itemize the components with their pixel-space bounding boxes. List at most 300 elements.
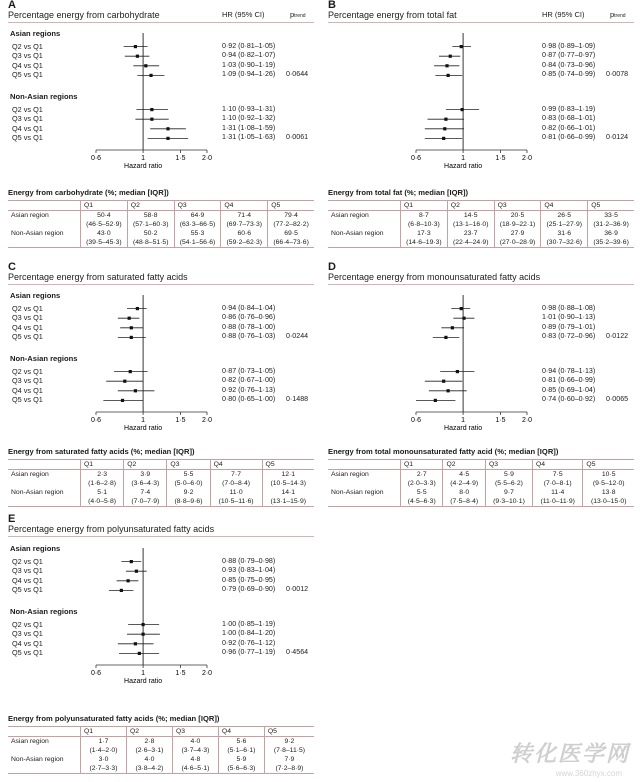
x-tick-label: 1	[141, 670, 146, 677]
median-cell: 69·5	[268, 229, 314, 238]
hr-point	[460, 307, 463, 310]
median-cell: 8·7	[401, 211, 448, 221]
hr-point	[442, 137, 445, 140]
iqr-cell: (2·0–3·3)	[401, 479, 443, 488]
group-label: Asian regions	[10, 544, 61, 553]
panel-title: Percentage energy from carbohydrate	[8, 10, 160, 20]
median-cell: 50·4	[81, 211, 128, 221]
hr-ci-text: 1·31 (1·05–1·63)	[222, 133, 276, 142]
hr-ci-text: 1·31 (1·08–1·59)	[222, 123, 276, 132]
table-row-iqr	[8, 746, 314, 755]
column-header: Q5	[583, 460, 634, 470]
x-tick-label: 1	[141, 417, 146, 424]
hr-point	[120, 589, 123, 592]
iqr-cell: (54·1–56·6)	[174, 238, 221, 248]
table-row-median	[8, 755, 314, 764]
hr-ci-text: 0·85 (0·74–0·99)	[542, 70, 596, 79]
iqr-cell: (4·2–4·9)	[443, 479, 485, 488]
iqr-cell: (1·4–2·0)	[81, 746, 127, 755]
region-label: Asian region	[8, 470, 81, 480]
hr-ci-text: 1·00 (0·85–1·19)	[222, 619, 276, 628]
table-header-row	[8, 727, 314, 737]
median-cell: 3·0	[81, 755, 127, 764]
table-corner	[8, 201, 81, 211]
p-trend-value: 0·0644	[286, 70, 309, 79]
table-title: Energy from polyunsaturated fatty acids (%; median [IQR])	[8, 714, 220, 723]
group-label: Asian regions	[10, 29, 61, 38]
median-cell: 4·0	[172, 737, 218, 747]
table-row-iqr	[328, 479, 634, 488]
hr-point	[121, 399, 124, 402]
hr-ci-text: 0·94 (0·82–1·07)	[222, 51, 276, 60]
panel-c	[0, 262, 318, 514]
p-trend-value: 0·4564	[286, 648, 309, 657]
iqr-cell: (66·4–73·6)	[268, 238, 314, 248]
iqr-cell: (7·0–8·4)	[210, 479, 262, 488]
panel-e	[0, 514, 318, 782]
iqr-cell: (7·0–7·9)	[124, 497, 167, 507]
iqr-cell: (1·6–2·8)	[81, 479, 124, 488]
comparison-label: Q2 vs Q1	[12, 303, 43, 313]
table-header-row	[328, 201, 634, 211]
hr-ci-text: 1·03 (0·90–1·19)	[222, 60, 276, 69]
column-header: Q1	[401, 460, 443, 470]
median-cell: 4·0	[126, 755, 172, 764]
region-label: Asian region	[8, 211, 81, 221]
forest-plot	[0, 514, 318, 691]
table-row-median	[328, 211, 634, 221]
region-spacer	[328, 238, 401, 248]
table-row-iqr	[328, 220, 634, 229]
x-tick-label: 1·5	[175, 670, 186, 677]
iqr-cell: (46·5–52·9)	[81, 220, 128, 229]
hr-point	[128, 317, 131, 320]
x-axis-label: Hazard ratio	[444, 425, 483, 432]
median-cell: 71·4	[221, 211, 268, 221]
median-cell: 2·7	[401, 470, 443, 480]
iqr-cell: (30·7–32·6)	[541, 238, 588, 248]
table-header-row	[328, 460, 634, 470]
hr-point	[138, 652, 141, 655]
hr-ci-text: 0·92 (0·81–1·05)	[222, 41, 276, 50]
column-header: Q2	[443, 460, 485, 470]
table-header-row	[8, 460, 314, 470]
median-cell: 20·5	[494, 211, 541, 221]
panel-d	[320, 262, 638, 514]
forest-plot	[320, 262, 638, 438]
hr-point	[447, 74, 450, 77]
median-cell: 2·3	[81, 470, 124, 480]
region-spacer	[328, 220, 401, 229]
region-spacer	[8, 497, 81, 507]
column-header: Q5	[262, 460, 314, 470]
hr-ci-text: 1·01 (0·90–1·13)	[542, 313, 596, 322]
iqr-cell: (5·6–6·3)	[218, 764, 264, 774]
hr-point	[123, 380, 126, 383]
x-axis-label: Hazard ratio	[444, 163, 483, 170]
group-label: Non-Asian regions	[10, 354, 78, 363]
median-cell: 13·8	[583, 488, 634, 497]
comparison-label: Q4 vs Q1	[12, 385, 43, 395]
group-label: Asian regions	[10, 291, 61, 300]
x-tick-label: 2·0	[201, 670, 213, 677]
iqr-cell: (13·1–15·9)	[262, 497, 314, 507]
table-title: Energy from total monounsaturated fatty acid (%; median [IQR])	[328, 447, 559, 456]
iqr-cell: (4·5–6·3)	[401, 497, 443, 507]
table-row-iqr	[8, 497, 314, 507]
quintile-table	[328, 200, 634, 248]
comparison-label: Q5 vs Q1	[12, 133, 43, 143]
x-tick-label: 0·6	[90, 155, 102, 162]
p-trend-value: 0·0061	[286, 133, 309, 142]
median-cell: 43·0	[81, 229, 128, 238]
panel-letter: E	[8, 513, 16, 525]
hr-point	[460, 45, 463, 48]
x-tick-label: 1·5	[495, 155, 506, 162]
iqr-cell: (7·8–11·5)	[264, 746, 314, 755]
region-label: Non-Asian region	[11, 489, 64, 496]
iqr-cell: (3·7–4·3)	[172, 746, 218, 755]
iqr-cell: (9·3–10·1)	[485, 497, 532, 507]
iqr-cell: (59·2–62·3)	[221, 238, 268, 248]
iqr-cell: (10·5–11·6)	[210, 497, 262, 507]
median-cell: 7·4	[124, 488, 167, 497]
table-row-median	[8, 229, 314, 238]
table-corner	[8, 460, 81, 470]
iqr-cell: (13·1–16·0)	[447, 220, 494, 229]
panel-title: Percentage energy from saturated fatty acids	[8, 272, 188, 282]
x-tick-label: 2·0	[521, 155, 533, 162]
table-corner	[328, 201, 401, 211]
column-header: Q2	[126, 727, 172, 737]
region-label: Asian region	[8, 737, 81, 747]
hr-ci-text: 0·83 (0·68–1·01)	[542, 114, 596, 123]
hr-point	[445, 64, 448, 67]
hr-point	[462, 317, 465, 320]
hr-point	[442, 380, 445, 383]
hr-ci-text: 0·92 (0·76–1·13)	[222, 385, 276, 394]
column-header: Q3	[485, 460, 532, 470]
x-tick-label: 2·0	[201, 417, 213, 424]
comparison-label: Q4 vs Q1	[12, 123, 43, 133]
median-cell: 9·2	[264, 737, 314, 747]
iqr-cell: (2·6–3·1)	[126, 746, 172, 755]
x-tick-label: 0·6	[90, 670, 102, 677]
panel-letter: C	[8, 261, 16, 273]
quintile-table	[8, 200, 314, 248]
x-tick-label: 1	[461, 155, 466, 162]
median-cell: 7·5	[532, 470, 582, 480]
iqr-cell: (35·2–39·6)	[588, 238, 634, 248]
iqr-cell: (77·2–82·2)	[268, 220, 314, 229]
hr-point	[149, 74, 152, 77]
column-header: Q1	[81, 727, 127, 737]
x-tick-label: 1·5	[175, 417, 186, 424]
hr-ci-text: 0·84 (0·73–0·96)	[542, 60, 596, 69]
region-spacer	[8, 238, 81, 248]
hr-ci-text: 0·88 (0·79–0·98)	[222, 556, 276, 565]
median-cell: 14·5	[447, 211, 494, 221]
comparison-label: Q3 vs Q1	[12, 566, 43, 576]
hr-point	[141, 633, 144, 636]
hr-ci-text: 1·00 (0·84–1·20)	[222, 629, 276, 638]
comparison-label: Q4 vs Q1	[12, 575, 43, 585]
region-spacer	[8, 764, 81, 774]
table-row-median	[328, 488, 634, 497]
x-tick-label: 2·0	[521, 417, 533, 424]
median-cell: 14·1	[262, 488, 314, 497]
hr-ci-text: 0·81 (0·66–0·99)	[542, 376, 596, 385]
hr-point	[141, 623, 144, 626]
region-spacer	[8, 746, 81, 755]
iqr-cell: (7·0–8·1)	[532, 479, 582, 488]
panel-a	[0, 0, 318, 262]
hr-point	[136, 307, 139, 310]
x-axis-label: Hazard ratio	[124, 425, 163, 432]
median-cell: 5·5	[401, 488, 443, 497]
panel-title: Percentage energy from total fat	[328, 10, 457, 20]
region-spacer	[8, 479, 81, 488]
column-header: Q1	[81, 201, 128, 211]
iqr-cell: (14·6–19·3)	[401, 238, 448, 248]
iqr-cell: (3·8–4·2)	[126, 764, 172, 774]
hr-point	[449, 55, 452, 58]
p-trend-value: 0·0122	[606, 332, 629, 341]
table-row-iqr	[328, 238, 634, 248]
hr-point	[444, 336, 447, 339]
panel-b	[320, 0, 638, 262]
hr-point	[134, 45, 137, 48]
forest-plot	[0, 262, 318, 438]
table-row-iqr	[8, 220, 314, 229]
iqr-cell: (5·1–6·1)	[218, 746, 264, 755]
p-trend-value: 0·1488	[286, 395, 309, 404]
hr-ci-text: 1·10 (0·93–1·31)	[222, 104, 276, 113]
hr-ci-text: 0·88 (0·78–1·00)	[222, 322, 276, 331]
comparison-label: Q5 vs Q1	[12, 585, 43, 595]
hr-ci-text: 0·94 (0·84–1·04)	[222, 303, 276, 312]
iqr-cell: (5·5–6·2)	[485, 479, 532, 488]
column-header: Q4	[218, 727, 264, 737]
median-cell: 5·6	[218, 737, 264, 747]
p-letter: p	[610, 10, 615, 19]
x-tick-label: 1·5	[175, 155, 186, 162]
median-cell: 26·5	[541, 211, 588, 221]
comparison-label: Q3 vs Q1	[12, 376, 43, 386]
iqr-cell: (3·6–4·3)	[124, 479, 167, 488]
p-trend-value: 0·0124	[606, 133, 629, 142]
hr-ci-text: 0·93 (0·83–1·04)	[222, 566, 276, 575]
comparison-label: Q4 vs Q1	[12, 322, 43, 332]
forest-plot	[0, 0, 318, 176]
comparison-label: Q4 vs Q1	[12, 60, 43, 70]
quintile-table	[328, 459, 634, 507]
median-cell: 9·2	[167, 488, 210, 497]
median-cell: 55·3	[174, 229, 221, 238]
iqr-cell: (2·7–3·3)	[81, 764, 127, 774]
iqr-cell: (10·5–14·3)	[262, 479, 314, 488]
hr-point	[434, 399, 437, 402]
iqr-cell: (7·5–8·4)	[443, 497, 485, 507]
region-label: Asian region	[328, 211, 401, 221]
hr-ci-text: 0·89 (0·79–1·01)	[542, 322, 596, 331]
median-cell: 58·8	[127, 211, 174, 221]
hr-ci-text: 0·82 (0·67–1·00)	[222, 376, 276, 385]
table-row-iqr	[8, 238, 314, 248]
comparison-label: Q2 vs Q1	[12, 556, 43, 566]
hr-ci-text: 0·92 (0·76–1·12)	[222, 638, 276, 647]
hr-ci-text: 0·98 (0·88–1·08)	[542, 303, 596, 312]
table-row-iqr	[8, 764, 314, 774]
x-tick-label: 1·5	[495, 417, 506, 424]
column-header: Q4	[210, 460, 262, 470]
region-label: Asian region	[328, 470, 401, 480]
panel-letter: B	[328, 0, 336, 11]
hr-point	[127, 579, 130, 582]
median-cell: 5·1	[81, 488, 124, 497]
hr-point	[461, 108, 464, 111]
table-row-median	[8, 470, 314, 480]
table-corner	[328, 460, 401, 470]
region-spacer	[328, 479, 401, 488]
region-label: Non-Asian region	[331, 489, 384, 496]
iqr-cell: (39·5–45·3)	[81, 238, 128, 248]
iqr-cell: (4·6–5·1)	[172, 764, 218, 774]
table-row-median	[328, 229, 634, 238]
x-axis-label: Hazard ratio	[124, 163, 163, 170]
hr-point	[166, 127, 169, 130]
hr-point	[134, 642, 137, 645]
column-header: Q2	[447, 201, 494, 211]
iqr-cell: (69·7–73·3)	[221, 220, 268, 229]
median-cell: 5·9	[218, 755, 264, 764]
hr-header: HR (95% CI)	[222, 10, 265, 19]
median-cell: 9·7	[485, 488, 532, 497]
median-cell: 11·4	[532, 488, 582, 497]
region-spacer	[8, 220, 81, 229]
column-header: Q2	[124, 460, 167, 470]
p-subscript: trend	[294, 13, 306, 19]
iqr-cell: (25·1–27·9)	[541, 220, 588, 229]
table-row-iqr	[328, 497, 634, 507]
hr-point	[150, 108, 153, 111]
comparison-label: Q4 vs Q1	[12, 638, 43, 648]
median-cell: 4·5	[443, 470, 485, 480]
table-header-row	[8, 201, 314, 211]
region-label: Non-Asian region	[11, 230, 64, 237]
iqr-cell: (63·3–66·5)	[174, 220, 221, 229]
p-trend-value: 0·0012	[286, 585, 309, 594]
hr-point	[144, 64, 147, 67]
comparison-label: Q5 vs Q1	[12, 395, 43, 405]
table-title: Energy from saturated fatty acids (%; median [IQR])	[8, 447, 195, 456]
hr-point	[443, 127, 446, 130]
iqr-cell: (22·4–24·9)	[447, 238, 494, 248]
iqr-cell: (8·8–9·6)	[167, 497, 210, 507]
iqr-cell: (5·0–6·0)	[167, 479, 210, 488]
column-header: Q4	[541, 201, 588, 211]
p-subscript: trend	[614, 13, 626, 19]
table-row-iqr	[8, 479, 314, 488]
hr-point	[134, 389, 137, 392]
quintile-table	[8, 459, 314, 507]
comparison-label: Q2 vs Q1	[12, 366, 43, 376]
column-header: Q5	[268, 201, 314, 211]
p-letter: p	[290, 10, 295, 19]
comparison-label: Q3 vs Q1	[12, 629, 43, 639]
table-row-median	[328, 470, 634, 480]
hr-point	[130, 336, 133, 339]
median-cell: 33·5	[588, 211, 634, 221]
median-cell: 8·0	[443, 488, 485, 497]
table-row-median	[8, 488, 314, 497]
hr-ci-text: 0·74 (0·60–0·92)	[542, 395, 596, 404]
panel-letter: A	[8, 0, 16, 11]
hr-ci-text: 0·83 (0·72–0·96)	[542, 332, 596, 341]
x-tick-label: 0·6	[410, 155, 422, 162]
column-header: Q3	[174, 201, 221, 211]
column-header: Q5	[264, 727, 314, 737]
column-header: Q2	[127, 201, 174, 211]
column-header: Q3	[172, 727, 218, 737]
group-label: Non-Asian regions	[10, 607, 78, 616]
median-cell: 31·6	[541, 229, 588, 238]
hr-ci-text: 0·99 (0·83–1·19)	[542, 104, 596, 113]
hr-point	[130, 560, 133, 563]
median-cell: 3·9	[124, 470, 167, 480]
median-cell: 12·1	[262, 470, 314, 480]
hr-ci-text: 0·85 (0·69–1·04)	[542, 385, 596, 394]
x-tick-label: 1	[141, 155, 146, 162]
hr-ci-text: 0·80 (0·65–1·00)	[222, 395, 276, 404]
iqr-cell: (27·0–28·9)	[494, 238, 541, 248]
comparison-label: Q2 vs Q1	[12, 104, 43, 114]
median-cell: 7·7	[210, 470, 262, 480]
x-axis-label: Hazard ratio	[124, 678, 163, 685]
iqr-cell: (31·2–36·9)	[588, 220, 634, 229]
median-cell: 2·8	[126, 737, 172, 747]
iqr-cell: (48·8–51·5)	[127, 238, 174, 248]
hr-point	[150, 118, 153, 121]
iqr-cell: (7·2–8·9)	[264, 764, 314, 774]
hr-point	[447, 389, 450, 392]
x-tick-label: 2·0	[201, 155, 213, 162]
hr-point	[166, 137, 169, 140]
median-cell: 5·9	[485, 470, 532, 480]
hr-ci-text: 0·87 (0·77–0·97)	[542, 51, 596, 60]
median-cell: 27·9	[494, 229, 541, 238]
watermark-url: www.360zhyx.com	[555, 769, 622, 778]
comparison-label: Q3 vs Q1	[12, 114, 43, 124]
iqr-cell: (57·1–60·3)	[127, 220, 174, 229]
table-corner	[8, 727, 81, 737]
iqr-cell: (4·0–5·8)	[81, 497, 124, 507]
hr-point	[451, 326, 454, 329]
p-trend-value: 0·0244	[286, 332, 309, 341]
x-tick-label: 1	[461, 417, 466, 424]
hr-ci-text: 0·87 (0·73–1·05)	[222, 366, 276, 375]
median-cell: 7·9	[264, 755, 314, 764]
hr-ci-text: 0·98 (0·89–1·09)	[542, 41, 596, 50]
panel-title: Percentage energy from monounsaturated fatty acids	[328, 272, 541, 282]
table-row-median	[8, 737, 314, 747]
hr-point	[130, 326, 133, 329]
hr-ci-text: 1·10 (0·92–1·32)	[222, 114, 276, 123]
panel-title: Percentage energy from polyunsaturated fatty acids	[8, 524, 215, 534]
table-title: Energy from total fat (%; median [IQR])	[328, 188, 469, 197]
hr-ci-text: 0·94 (0·78–1·13)	[542, 366, 596, 375]
panel-letter: D	[328, 261, 336, 273]
